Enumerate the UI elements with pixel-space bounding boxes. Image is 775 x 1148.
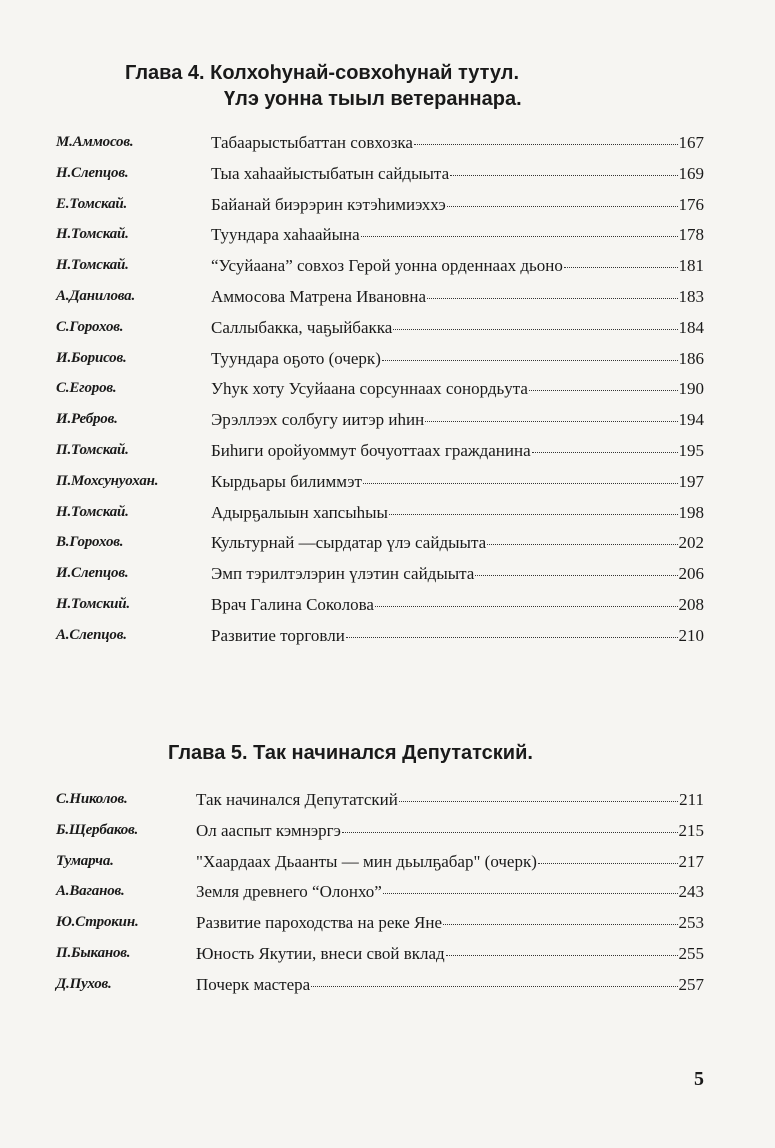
toc-row: [56, 623, 704, 647]
toc-page-number: 257: [678, 974, 704, 994]
toc-entry: [211, 161, 704, 186]
toc-leader-dots: [382, 343, 678, 361]
toc-author: Е.Томскай.: [56, 195, 128, 212]
toc-title: Так начинался Депутатский: [196, 790, 398, 809]
toc-title: "Хаардаах Дьаанты — мин дьылҕабар" (очерк): [196, 851, 537, 871]
toc-author: Д.Пухов.: [56, 975, 112, 992]
toc-title: Адырҕалыын хапсыһыы: [211, 502, 388, 522]
toc-row: [56, 376, 704, 400]
toc-leader-dots: [564, 250, 678, 268]
toc-title: Эмп тэрилтэлэрин үлэтин сайдыыта: [211, 564, 475, 584]
chapter5-title: Глава 5. Так начинался Депутатский.: [168, 742, 533, 764]
toc-page-number: 181: [678, 256, 704, 276]
toc-leader-dots: [311, 969, 677, 987]
toc-author: С.Горохов.: [56, 318, 124, 335]
toc-entry: [196, 972, 704, 997]
page-number: 5: [694, 1068, 704, 1090]
toc-entry: [196, 941, 704, 966]
toc-page-number: 197: [678, 471, 704, 491]
toc-row: [56, 972, 704, 996]
toc-page-number: 176: [678, 194, 704, 214]
toc-entry: [211, 376, 704, 401]
toc-leader-dots: [446, 938, 678, 956]
toc-title: Биһиги оройуоммут бочуоттаах гражданина: [211, 441, 531, 460]
toc-leader-dots: [375, 589, 678, 607]
toc-page-number: 208: [678, 595, 704, 614]
toc-leader-dots: [538, 846, 678, 864]
toc-title: Развитие пароходства на реке Яне: [196, 913, 443, 933]
toc-leader-dots: [425, 404, 677, 422]
toc-author: П.Мохсунуохан.: [56, 472, 159, 489]
toc-author: А.Слепцов.: [56, 626, 127, 643]
toc-entry: [211, 346, 704, 371]
toc-author: Б.Щербаков.: [56, 821, 139, 838]
toc-entry: [211, 530, 704, 555]
toc-title: Развитие торговли: [211, 625, 345, 645]
toc-page-number: 186: [678, 348, 704, 368]
toc-row: [56, 561, 704, 585]
toc-row: [56, 879, 704, 903]
toc-page-number: 217: [678, 851, 704, 871]
toc-author: П.Быканов.: [56, 945, 131, 961]
toc-leader-dots: [342, 815, 678, 833]
toc-leader-dots: [414, 127, 678, 145]
toc-row: [56, 849, 704, 873]
toc-row: [56, 818, 704, 842]
toc-author: И.Ребров.: [56, 411, 118, 428]
toc-author: М.Аммосов.: [56, 134, 134, 150]
toc-author: Н.Томскай.: [56, 257, 129, 274]
chapter4-title-line2: Үлэ уонна тыыл ветераннара.: [224, 88, 522, 110]
toc-page-number: 190: [678, 379, 704, 399]
toc-title: Табаарыстыбаттан совхозка: [211, 133, 413, 152]
toc-author: С.Николов.: [56, 791, 128, 807]
toc-title: Врач Галина Соколова: [211, 595, 374, 614]
toc-author: Н.Томскай.: [56, 503, 129, 520]
toc-page-number: 215: [678, 820, 704, 840]
toc-row: [56, 346, 704, 370]
toc-page-number: 253: [678, 913, 704, 933]
toc-row: [56, 407, 704, 431]
toc-title: Почерк мастера: [196, 974, 311, 994]
toc-leader-dots: [487, 527, 677, 545]
toc-entry: [211, 469, 704, 494]
toc-leader-dots: [427, 281, 677, 299]
toc-author: Ю.Строкин.: [56, 914, 139, 931]
toc-leader-dots: [383, 876, 678, 894]
toc-row: [56, 469, 704, 493]
toc-title: Тыа хаһаайыстыбатын сайдыыта: [211, 163, 450, 183]
toc-leader-dots: [361, 219, 678, 237]
toc-title: Юность Якутии, внеси свой вклад: [196, 944, 445, 963]
toc-row: [56, 284, 704, 308]
toc-author: И.Борисов.: [56, 349, 127, 366]
toc-row: [56, 592, 704, 616]
toc-entry: [211, 192, 704, 217]
toc-entry: [196, 818, 704, 843]
toc-title: Ол ааспыт кэмнэргэ: [196, 820, 341, 840]
toc-leader-dots: [447, 189, 678, 207]
toc-entry: [211, 438, 704, 463]
toc-title: Байанай биэрэрин кэтэһимиэххэ: [211, 194, 446, 214]
toc-author: А.Данилова.: [56, 288, 136, 304]
toc-row: [56, 530, 704, 554]
toc-author: Тумарча.: [56, 852, 114, 869]
toc-page-number: 184: [678, 317, 704, 337]
toc-row: [56, 787, 704, 811]
toc-leader-dots: [346, 620, 678, 638]
toc-author: А.Ваганов.: [56, 883, 125, 900]
toc-title: Аммосова Матрена Ивановна: [211, 287, 427, 306]
toc-title: Туундара оҕото (очерк): [211, 348, 381, 368]
toc-entry: [211, 284, 704, 309]
toc-leader-dots: [389, 497, 678, 515]
toc-page-number: 195: [678, 441, 704, 460]
toc-entry: [211, 407, 704, 432]
toc-title: “Усуйаана” совхоз Герой уонна орденнаах дьоно: [211, 256, 563, 276]
toc-page-number: 255: [678, 944, 704, 963]
toc-entry: [211, 130, 704, 155]
toc-entry: [211, 592, 704, 617]
toc-leader-dots: [450, 158, 677, 176]
toc-title: Эрэллээх солбугу иитэр иһин: [211, 410, 425, 430]
toc-author: Н.Слепцов.: [56, 164, 129, 181]
toc-title: Земля древнего “Олонхо”: [196, 882, 382, 902]
toc-entry: [196, 787, 704, 812]
toc-author: В.Горохов.: [56, 534, 124, 551]
toc-title: Кырдьары билиммэт: [211, 471, 362, 491]
toc-leader-dots: [393, 312, 677, 330]
toc-row: [56, 941, 704, 965]
toc-leader-dots: [363, 466, 678, 484]
toc-row: [56, 315, 704, 339]
toc-leader-dots: [529, 373, 678, 391]
toc-entry: [196, 910, 704, 935]
toc-entry: [196, 849, 704, 874]
toc-page-number: 167: [678, 133, 704, 152]
toc-row: [56, 253, 704, 277]
toc-title: Уһук хоту Усуйаана сорсуннаах сонордьута: [211, 379, 528, 399]
toc-row: [56, 438, 704, 462]
toc-leader-dots: [532, 435, 678, 453]
toc-entry: [196, 879, 704, 904]
toc-entry: [211, 623, 704, 648]
toc-entry: [211, 315, 704, 340]
toc-author: И.Слепцов.: [56, 565, 129, 582]
toc-author: П.Томскай.: [56, 442, 129, 458]
toc-page-number: 211: [679, 790, 704, 809]
chapter4-title-line1: Глава 4. Колхоһунай-совхоһунай тутул.: [125, 62, 520, 84]
toc-page-number: 243: [678, 882, 704, 902]
toc-entry: [211, 222, 704, 247]
toc-leader-dots: [399, 784, 678, 802]
toc-author: Н.Томскай.: [56, 226, 129, 243]
toc-author: С.Егоров.: [56, 380, 117, 397]
toc-row: [56, 130, 704, 154]
toc-row: [56, 161, 704, 185]
toc-page-number: 169: [678, 163, 704, 183]
toc-row: [56, 192, 704, 216]
toc-title: Культурнай —сырдатар үлэ сайдыыта: [211, 533, 487, 553]
toc-leader-dots: [443, 907, 677, 925]
toc-title: Саллыбакка, чаҕыйбакка: [211, 317, 393, 337]
toc-page-number: 202: [678, 533, 704, 553]
toc-author: Н.Томский.: [56, 596, 130, 612]
toc-row: [56, 500, 704, 524]
toc-leader-dots: [475, 558, 677, 576]
toc-page-number: 178: [678, 225, 704, 245]
toc-page-number: 183: [678, 287, 704, 306]
toc-row: [56, 910, 704, 934]
toc-title: Туундара хаһаайына: [211, 225, 360, 245]
toc-entry: [211, 500, 704, 525]
toc-page-number: 194: [678, 410, 704, 430]
toc-row: [56, 222, 704, 246]
toc-page-number: 210: [678, 625, 704, 645]
toc-entry: [211, 561, 704, 586]
toc-entry: [211, 253, 704, 278]
toc-page-number: 206: [678, 564, 704, 584]
toc-page-number: 198: [678, 502, 704, 522]
